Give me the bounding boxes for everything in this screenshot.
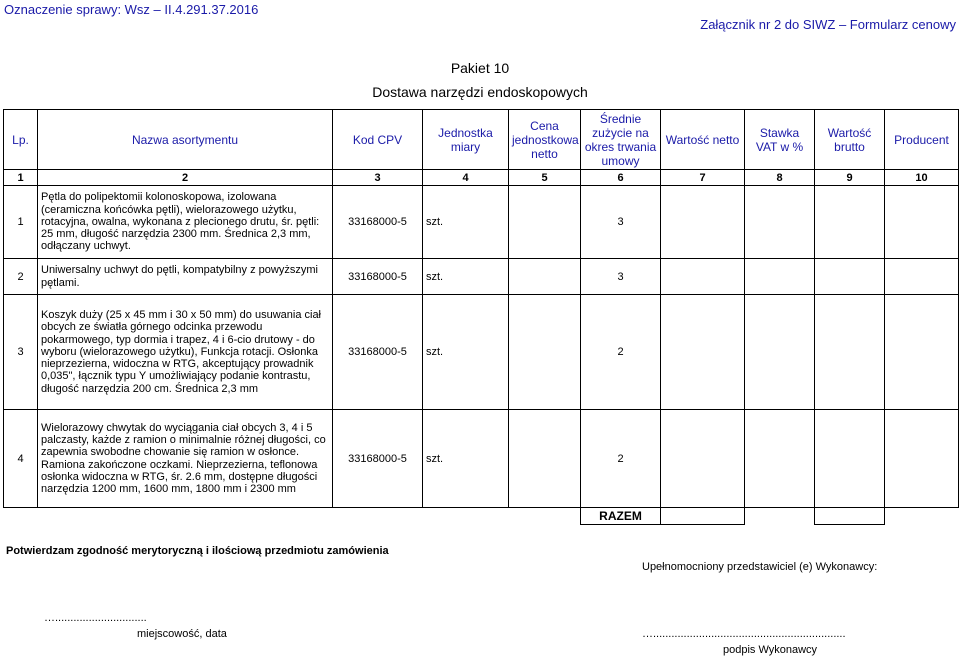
case-reference: Oznaczenie sprawy: Wsz – II.4.291.37.2016 [4, 2, 259, 17]
col-producent: Producent [885, 110, 959, 170]
row-cpv: 33168000-5 [333, 410, 423, 508]
row-vat[interactable] [745, 295, 815, 410]
row-net-value[interactable] [661, 410, 745, 508]
row-quantity: 3 [581, 186, 661, 259]
col-lp: Lp. [4, 110, 38, 170]
row-producer[interactable] [885, 295, 959, 410]
col-jm: Jednostka miary [423, 110, 509, 170]
table-row [4, 259, 959, 295]
col-kod: Kod CPV [333, 110, 423, 170]
row-net-value[interactable] [661, 259, 745, 295]
row-lp: 1 [4, 186, 38, 259]
delivery-title: Dostawa narzędzi endoskopowych [372, 84, 588, 100]
row-price[interactable] [509, 295, 581, 410]
row-net-value[interactable] [661, 186, 745, 259]
col-cena: Cena jednostkowa netto [509, 110, 581, 170]
column-number: 1 [4, 170, 38, 186]
row-vat[interactable] [745, 259, 815, 295]
signature-line: …............................................................... [642, 628, 846, 640]
total-gross-value[interactable] [815, 508, 885, 525]
row-name: Uniwersalny uchwyt do pętli, kompatybilny z powyższymi pętlami. [38, 259, 333, 295]
header-row [4, 110, 959, 170]
row-producer[interactable] [885, 186, 959, 259]
row-lp: 3 [4, 295, 38, 410]
signature-label: podpis Wykonawcy [723, 644, 818, 656]
total-label: RAZEM [581, 508, 661, 525]
table-row [4, 186, 959, 259]
row-price[interactable] [509, 259, 581, 295]
row-vat[interactable] [745, 186, 815, 259]
column-number: 3 [333, 170, 423, 186]
column-number-row [4, 170, 959, 186]
total-row [4, 508, 959, 525]
row-name: Wielorazowy chwytak do wyciągania ciał obcych 3, 4 i 5 palczasty, każde z ramion o minimalnie różnej długości, co zapewnia swobodne chowanie się ramion w osłonce. Ramiona zakończone oczkami. Nieprzezierna, teflonowa osłonka widoczna w RTG, śr. 2.6 mm, dostępne długości narzędzia 1200 mm, 1600 mm, 1800 mm i 2300 mm [38, 410, 333, 508]
row-price[interactable] [509, 186, 581, 259]
row-name: Pętla do polipektomii kolonoskopowa, izolowana (ceramiczna końcówka pętli), wielorazowego użytku, rotacyjna, owalna, wykonana z plecionego drutu, śr. pętli: 25 mm, długość narzędzia 2300 mm. Średnica 2,3 mm, odłączany uchwyt. [38, 186, 333, 259]
total-net-value[interactable] [661, 508, 745, 525]
col-vat: Stawka VAT w % [745, 110, 815, 170]
column-number: 10 [885, 170, 959, 186]
row-lp: 4 [4, 410, 38, 508]
row-gross-value[interactable] [815, 410, 885, 508]
column-number: 6 [581, 170, 661, 186]
row-cpv: 33168000-5 [333, 186, 423, 259]
column-number: 5 [509, 170, 581, 186]
row-net-value[interactable] [661, 295, 745, 410]
row-unit: szt. [423, 410, 509, 508]
column-number: 7 [661, 170, 745, 186]
confirmation-statement: Potwierdzam zgodność merytoryczną i ilościową przedmiotu zamówienia [6, 545, 389, 557]
row-producer[interactable] [885, 259, 959, 295]
col-nazwa: Nazwa asortymentu [38, 110, 333, 170]
row-price[interactable] [509, 410, 581, 508]
row-cpv: 33168000-5 [333, 259, 423, 295]
col-wartosc-brutto: Wartość brutto [815, 110, 885, 170]
row-lp: 2 [4, 259, 38, 295]
row-name: Koszyk duży (25 x 45 mm i 30 x 50 mm) do usuwania ciał obcych ze światła górnego odcinka przewodu pokarmowego, typ dormia i trapez, 4 i 6-cio drutowy - do wyboru (wielorazowego użytku), Funkcja rotacji. Osłonka nieprzezierna, widoczna w RTG, akceptujący prowadnik 0,035", łącznik typu Y umożliwiający podanie kontrastu, długość narzędzia 200 cm. Średnica 2,3 mm [38, 295, 333, 410]
price-table [3, 109, 959, 525]
row-unit: szt. [423, 186, 509, 259]
total-spacer [885, 508, 959, 525]
package-title: Pakiet 10 [450, 60, 510, 76]
total-spacer [745, 508, 815, 525]
row-producer[interactable] [885, 410, 959, 508]
attachment-title: Załącznik nr 2 do SIWZ – Formularz cenowy [700, 17, 956, 32]
place-date-label: miejscowość, data [137, 628, 227, 640]
row-vat[interactable] [745, 410, 815, 508]
row-unit: szt. [423, 295, 509, 410]
row-gross-value[interactable] [815, 259, 885, 295]
row-gross-value[interactable] [815, 295, 885, 410]
table-row [4, 295, 959, 410]
row-cpv: 33168000-5 [333, 295, 423, 410]
column-number: 9 [815, 170, 885, 186]
row-quantity: 2 [581, 295, 661, 410]
row-gross-value[interactable] [815, 186, 885, 259]
table-row [4, 410, 959, 508]
column-number: 8 [745, 170, 815, 186]
row-quantity: 2 [581, 410, 661, 508]
column-number: 2 [38, 170, 333, 186]
column-number: 4 [423, 170, 509, 186]
total-spacer [4, 508, 581, 525]
col-wartosc-netto: Wartość netto [661, 110, 745, 170]
place-date-line: ….............................. [44, 612, 147, 624]
row-unit: szt. [423, 259, 509, 295]
col-zuzycie: Średnie zużycie na okres trwania umowy [581, 110, 661, 170]
row-quantity: 3 [581, 259, 661, 295]
authorized-representative-label: Upełnomocniony przedstawiciel (e) Wykonawcy: [642, 561, 878, 573]
